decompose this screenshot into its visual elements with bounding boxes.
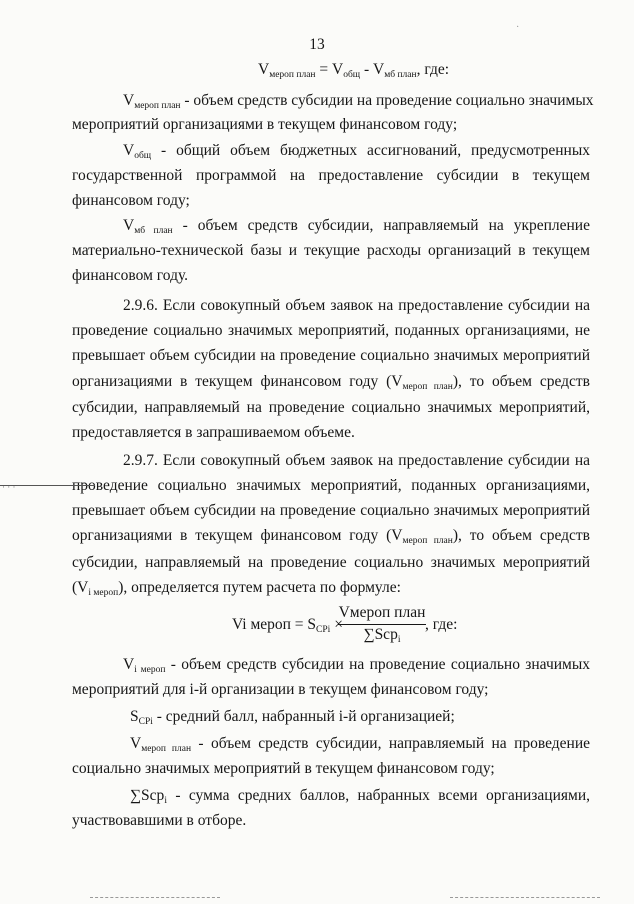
fraction-numerator: Vмероп план	[338, 604, 426, 621]
fraction-bar	[338, 624, 426, 625]
definition-vi-merop-cont: мероприятий для i-й организации в текущем финансовом году;	[72, 681, 489, 698]
definition-v-merop-plan-cont: мероприятий организациями в текущем финансовом году;	[72, 116, 458, 133]
clause-2-9-6-line5: субсидии, направляемый на проведение социально значимых мероприятий,	[72, 399, 590, 416]
clause-2-9-7-line2: проведение социально значимых мероприятий, поданных организациями,	[72, 477, 590, 494]
clause-2-9-6-line3: превышает объем субсидии на проведение социально значимых мероприятий	[72, 347, 590, 364]
clause-2-9-7: 2.9.7. Если совокупный объем заявок на предоставление субсидии на	[123, 452, 590, 469]
clause-2-9-6-line6: предоставляется в запрашиваемом объеме.	[72, 424, 355, 441]
definition-v-obsch-cont: государственной программой на предоставление субсидии в текущем	[72, 167, 590, 184]
definition-s-cpi: $S_{CPi}$ - средний балл, набранный i-й организацией;	[130, 708, 455, 727]
bottom-edge-line-left	[90, 897, 220, 898]
definition-sum-scp: ∑Scp$_i$ - сумма средних баллов, набранных всеми организациями,	[130, 787, 590, 806]
margin-mark: · · ·	[2, 482, 16, 492]
fraction-denominator: ∑Scp$_i$	[363, 626, 401, 645]
definition-vi-merop: $V_{i мероп}$ - объем средств субсидии на проведение социально значимых	[123, 656, 591, 675]
clause-2-9-7-line6: $(V_{i мероп})$, определяется путем расчета по формуле:	[72, 579, 401, 598]
definition-v-merop-plan-2: $V_{мероп план}$ - объем средств субсидии, направляемый на проведение	[130, 735, 591, 754]
clause-2-9-7-line5: субсидии, направляемый на проведение социально значимых мероприятий	[72, 554, 590, 571]
definition-v-mb-plan-cont: материально-технической базы и текущие расходы организаций в текущем	[72, 242, 590, 259]
definition-v-mb-plan: $V_{мб план}$ - объем средств субсидии, направляемый на укрепление	[123, 217, 590, 236]
bottom-edge-line-right	[450, 897, 600, 898]
formula-fraction	[338, 604, 426, 644]
formula-budget-split: $V_{мероп план} = V_{общ} - V_{мб план}$, где:	[258, 61, 450, 80]
formula-tail: , где:	[425, 616, 458, 633]
definition-sum-scp-cont: участвовавшими в отборе.	[72, 812, 247, 829]
clause-2-9-7-line4: организациями в текущем финансовом году $(V_{мероп план})$, то объем средств	[72, 527, 590, 546]
clause-2-9-7-line3: превышает объем субсидии на проведение социально значимых мероприятий	[72, 502, 590, 519]
scan-mark: ·	[516, 22, 520, 33]
definition-v-merop-plan: $V_{мероп план}$ - объем средств субсидии на проведение социально значимых	[123, 92, 594, 111]
definition-v-merop-plan-2-cont: социально значимых мероприятий в текущем финансовом году;	[72, 760, 495, 777]
clause-2-9-6-line2: проведение социально значимых мероприятий, поданных организациями, не	[72, 322, 590, 339]
formula-individual-subsidy: Vi мероп = $S_{CPi}$ ×	[232, 616, 343, 635]
page-number: 13	[309, 36, 325, 53]
clause-2-9-6: 2.9.6. Если совокупный объем заявок на предоставление субсидии на	[123, 297, 590, 314]
margin-rule	[0, 485, 95, 486]
clause-2-9-6-line4: организациями в текущем финансовом году $(V_{мероп план})$, то объем средств	[72, 373, 590, 392]
definition-v-obsch: $V_{общ}$ - общий объем бюджетных ассигнований, предусмотренных	[123, 142, 590, 161]
definition-v-obsch-end: финансовом году;	[72, 192, 190, 209]
definition-v-mb-plan-end: финансовом году.	[72, 267, 189, 284]
